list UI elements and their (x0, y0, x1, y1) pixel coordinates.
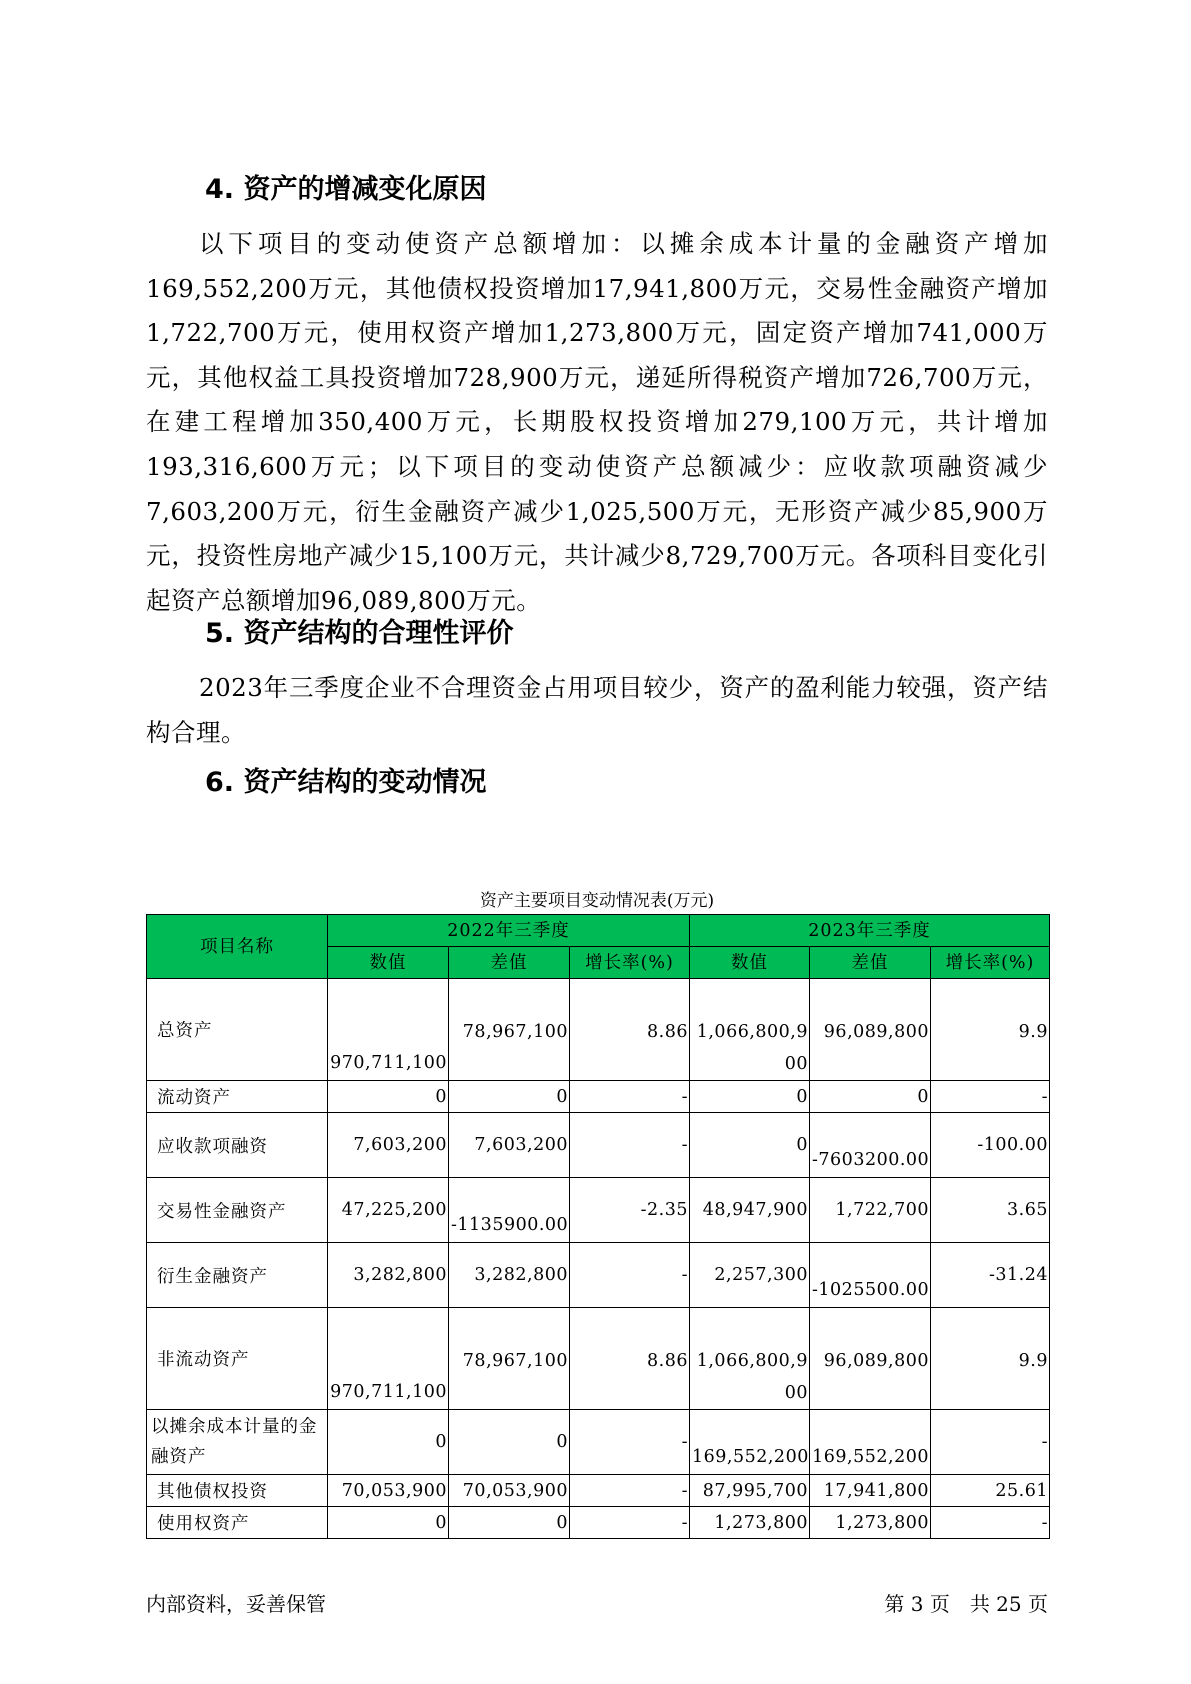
cell: 3,282,800 (328, 1243, 449, 1308)
table-row (147, 1113, 1050, 1178)
cell: 970,711,100 (328, 979, 449, 1081)
cell: 0 (690, 1113, 810, 1178)
cell: - (931, 1507, 1050, 1539)
cell: -7603200.00 (810, 1113, 931, 1178)
footer-page-number: 第 3 页 共 25 页 (884, 1592, 1048, 1616)
table-row (147, 1081, 1050, 1113)
cell: 1,722,700 (810, 1178, 931, 1243)
header-period-2023: 2023年三季度 (690, 915, 1050, 947)
header-value-2022: 数值 (328, 947, 449, 979)
cell: - (931, 1081, 1050, 1113)
section-5-heading: 5. 资产结构的合理性评价 (205, 618, 514, 649)
cell: 70,053,900 (449, 1475, 570, 1507)
cell: 7,603,200 (449, 1113, 570, 1178)
cell: 47,225,200 (328, 1178, 449, 1243)
cell: 9.9 (931, 979, 1050, 1081)
asset-change-table (146, 914, 1050, 1539)
table-row (147, 1507, 1050, 1539)
cell: 0 (328, 1410, 449, 1475)
cell: - (570, 1113, 690, 1178)
cell: 0 (690, 1081, 810, 1113)
header-growth-2022: 增长率(%) (570, 947, 690, 979)
cell: -2.35 (570, 1178, 690, 1243)
cell: 0 (449, 1081, 570, 1113)
cell: 0 (449, 1507, 570, 1539)
section-4-heading: 4. 资产的增减变化原因 (205, 174, 487, 205)
header-growth-2023: 增长率(%) (931, 947, 1050, 979)
cell: 0 (449, 1410, 570, 1475)
row-label: 非流动资产 (147, 1308, 328, 1410)
row-label: 应收款项融资 (147, 1113, 328, 1178)
cell: 0 (328, 1081, 449, 1113)
cell: 970,711,100 (328, 1308, 449, 1410)
row-label: 总资产 (147, 979, 328, 1081)
cell: 78,967,100 (449, 979, 570, 1081)
table-row (147, 1475, 1050, 1507)
cell: - (570, 1081, 690, 1113)
row-label: 其他债权投资 (147, 1475, 328, 1507)
cell: 1,066,800,900 (690, 1308, 810, 1410)
cell: -100.00 (931, 1113, 1050, 1178)
table-row (147, 1410, 1050, 1475)
row-label: 流动资产 (147, 1081, 328, 1113)
header-item-name: 项目名称 (147, 915, 328, 979)
cell: -1135900.00 (449, 1178, 570, 1243)
cell: 9.9 (931, 1308, 1050, 1410)
cell: 87,995,700 (690, 1475, 810, 1507)
row-label: 交易性金融资产 (147, 1178, 328, 1243)
cell: -1025500.00 (810, 1243, 931, 1308)
cell: 169,552,200 (690, 1410, 810, 1475)
table-caption: 资产主要项目变动情况表(万元) (479, 891, 715, 911)
header-diff-2023: 差值 (810, 947, 931, 979)
cell: 1,273,800 (690, 1507, 810, 1539)
row-label: 使用权资产 (147, 1507, 328, 1539)
cell: 48,947,900 (690, 1178, 810, 1243)
cell: 78,967,100 (449, 1308, 570, 1410)
section-5-paragraph: 2023年三季度企业不合理资金占用项目较少，资产的盈利能力较强，资产结构合理。 (146, 673, 1048, 747)
section-6-heading: 6. 资产结构的变动情况 (205, 767, 487, 798)
cell: 96,089,800 (810, 979, 931, 1081)
cell: 2,257,300 (690, 1243, 810, 1308)
cell: 25.61 (931, 1475, 1050, 1507)
cell: 1,066,800,900 (690, 979, 810, 1081)
row-label: 以摊余成本计量的金融资产 (147, 1410, 328, 1475)
cell: - (570, 1507, 690, 1539)
cell: 3,282,800 (449, 1243, 570, 1308)
cell: 8.86 (570, 979, 690, 1081)
table-row (147, 1243, 1050, 1308)
table-row (147, 1308, 1050, 1410)
cell: 0 (810, 1081, 931, 1113)
table-row (147, 1178, 1050, 1243)
cell: 1,273,800 (810, 1507, 931, 1539)
table-row (147, 979, 1050, 1081)
cell: - (570, 1410, 690, 1475)
row-label: 衍生金融资产 (147, 1243, 328, 1308)
cell: 70,053,900 (328, 1475, 449, 1507)
cell: - (570, 1243, 690, 1308)
header-diff-2022: 差值 (449, 947, 570, 979)
section-4-paragraph: 以下项目的变动使资产总额增加：以摊余成本计量的金融资产增加169,552,200万元，其他债权投资增加17,941,800万元，交易性金融资产增加1,722,700万元，使用权资产增加1,273,800万元，固定资产增加741,000万元，其他权益工具投资增加728,900万元，递延所得税资产增加726,700万元，在建工程增加350,400万元，长期股权投资增加279,100万元，共计增加193,316,600万元；以下项目的变动使资产总额减少：应收款项融资减少7,603,200万元，衍生金融资产减少1,025,500万元，无形资产减少85,900万元，投资性房地产减少15,100万元，共计减少8,729,700万元。各项科目变化引起资产总额增加96,089,800万元。 (146, 229, 1048, 615)
cell: 8.86 (570, 1308, 690, 1410)
cell: - (570, 1475, 690, 1507)
cell: -31.24 (931, 1243, 1050, 1308)
header-value-2023: 数值 (690, 947, 810, 979)
cell: - (931, 1410, 1050, 1475)
cell: 169,552,200 (810, 1410, 931, 1475)
footer-confidential-note: 内部资料，妥善保管 (146, 1592, 326, 1616)
cell: 96,089,800 (810, 1308, 931, 1410)
cell: 3.65 (931, 1178, 1050, 1243)
header-period-2022: 2022年三季度 (328, 915, 690, 947)
cell: 0 (328, 1507, 449, 1539)
cell: 17,941,800 (810, 1475, 931, 1507)
cell: 7,603,200 (328, 1113, 449, 1178)
